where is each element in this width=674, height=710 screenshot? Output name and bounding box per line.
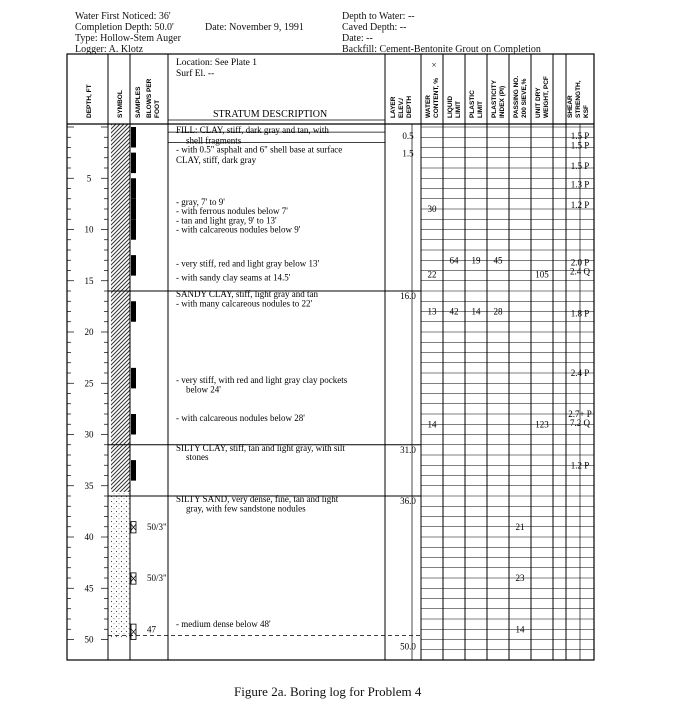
lab-value-p200: 14 — [515, 624, 525, 635]
layer-depth: 50.0 — [400, 641, 416, 652]
tube-sample — [131, 414, 136, 435]
col-header-water: CONTENT, % — [433, 77, 440, 118]
col-header-pi: INDEX (PI) — [499, 85, 506, 118]
col-header-ll: LIMIT — [455, 101, 462, 118]
stratum-description: - medium dense below 48' — [176, 619, 271, 630]
symbol-clay-fill — [111, 124, 130, 492]
blow-count: 50/3" — [147, 521, 167, 532]
stratum-description: CLAY, stiff, dark gray — [176, 154, 257, 165]
stratum-description: - with ferrous nodules below 7' — [176, 206, 288, 217]
stratum-description: SILTY CLAY, stiff, tan and light gray, with silt — [176, 442, 345, 453]
tube-sample — [131, 178, 136, 199]
col-header-pl: PLASTIC — [469, 90, 476, 118]
lab-value-wc: 30 — [427, 204, 437, 214]
blow-count: 50/3" — [147, 573, 167, 583]
shear-strength: 1.8 P — [570, 308, 590, 319]
lab-value-uw: 123 — [535, 419, 549, 430]
depth-label: 5 — [86, 173, 92, 184]
tube-sample — [131, 255, 136, 276]
col-header-p200: PASSING NO. — [513, 75, 520, 118]
shear-strength: 1.3 P — [570, 179, 590, 190]
stratum-description: stones — [186, 452, 209, 463]
tube-sample — [131, 301, 136, 322]
stratum-description: gray, with few sandstone nodules — [186, 503, 306, 514]
col-header-unit-weight: UNIT DRY — [535, 87, 542, 118]
layer-depth: 1.5 — [402, 148, 414, 159]
shear-strength: 1.2 P — [570, 199, 590, 210]
stratum-description: SILTY SAND, very dense, fine, tan and light — [176, 494, 339, 505]
lab-value-uw: 105 — [535, 269, 549, 280]
col-header-layer: LAYER — [390, 96, 397, 118]
col-header-pl: LIMIT — [477, 101, 484, 118]
depth-ticks-layer — [67, 127, 108, 645]
lab-value-wc: 13 — [427, 306, 437, 317]
stratum-description: - very stiff, with red and light gray clay pockets — [176, 375, 348, 386]
shear-strength: 1.5 P — [570, 160, 590, 171]
lab-value-pi: 28 — [493, 306, 503, 317]
stratum-description: SANDY CLAY, stiff, light gray and tan — [176, 289, 319, 300]
shear-strength: 1.5 P — [570, 131, 590, 142]
lab-value-p200: 21 — [515, 521, 525, 532]
tube-sample — [131, 153, 136, 174]
shear-strength: 2.4 Q — [570, 266, 590, 277]
lab-value-pi: 45 — [493, 255, 503, 266]
col-header-shear: KSF — [583, 105, 590, 118]
boring-type: Type: Hollow-Stem Auger — [75, 33, 181, 44]
tube-sample — [131, 368, 136, 389]
col-header-layer: DEPTH — [406, 95, 413, 118]
tube-sample — [131, 127, 136, 148]
shear-strength: 2.0 P — [570, 257, 590, 268]
col-header-unit-weight: WEIGHT, PCF — [543, 76, 550, 118]
lab-value-p200: 23 — [515, 573, 525, 583]
stratum-description: - gray, 7' to 9' — [176, 196, 225, 207]
caved-date: Date: -- — [342, 33, 373, 44]
tube-sample — [131, 460, 136, 481]
layer-depth: 31.0 — [400, 444, 416, 455]
backfill: Backfill: Cement-Bentonite Grout on Completion — [342, 44, 541, 55]
completion-depth: Completion Depth: 50.0' — [75, 22, 174, 33]
blow-count: 47 — [147, 624, 156, 635]
depth-label: 35 — [84, 480, 94, 491]
col-header-ll: LIQUID — [447, 95, 454, 118]
stratum-description: - with calcareous nodules below 9' — [176, 224, 301, 235]
col-header-water: WATER — [425, 95, 432, 118]
water-first-noticed: Water First Noticed: 36' — [75, 11, 171, 22]
depth-label: 50 — [84, 634, 94, 645]
depth-to-water: Depth to Water: -- — [342, 11, 415, 22]
depth-label: 30 — [84, 429, 94, 440]
depth-label: 45 — [84, 583, 94, 594]
layer-depth: 0.5 — [402, 131, 414, 142]
lab-value-pl: 14 — [471, 306, 481, 317]
col-header-blows: FOOT — [154, 99, 161, 118]
grid-layer — [421, 127, 594, 660]
shear-strength: 7.2 Q — [570, 418, 590, 429]
lab-value-ll: 42 — [449, 306, 459, 317]
spoon-sample-mark — [131, 576, 136, 582]
location-label: Location: See Plate 1 — [176, 58, 257, 68]
col-header-shear: STRENGTH, — [575, 80, 582, 118]
stratum-description: shell fragments — [186, 135, 242, 146]
symbol-silty-sand-fill — [111, 492, 130, 638]
col-header-p200: 200 SIEVE,% — [521, 78, 528, 118]
shear-strength: 2.7+ P — [568, 409, 592, 419]
shear-strength: 1.2 P — [570, 460, 590, 471]
samples-layer — [131, 127, 136, 640]
caved-depth: Caved Depth: -- — [342, 22, 407, 33]
col-header-pi: PLASTICITY — [491, 80, 498, 118]
lab-value-ll: 64 — [449, 255, 459, 266]
boring-date: Date: November 9, 1991 — [205, 22, 304, 33]
tube-sample — [131, 219, 136, 240]
stratum-description: - tan and light gray, 9' to 13' — [176, 215, 277, 226]
lab-value-pl: 19 — [471, 255, 481, 266]
depth-label: 40 — [84, 532, 94, 542]
stratum-description: - with calcareous nodules below 28' — [176, 413, 305, 424]
shear-strength: 1.5 P — [570, 140, 590, 151]
depth-label: 20 — [84, 327, 94, 337]
descriptions-layer — [108, 125, 421, 635]
lab-value-wc: 22 — [427, 269, 437, 280]
tube-sample — [131, 199, 136, 220]
col-header-blows: BLOWS PER — [146, 78, 153, 118]
stratum-description-header: STRATUM DESCRIPTION — [213, 109, 328, 120]
depth-label: 25 — [84, 378, 94, 389]
logger: Logger: A. Klotz — [75, 44, 144, 55]
spoon-sample-mark — [131, 629, 136, 635]
figure-caption: Figure 2a. Boring log for Problem 4 — [234, 684, 422, 699]
stratum-description: FILL: CLAY, stiff, dark gray and tan, with — [176, 125, 329, 136]
spoon-sample-mark — [131, 524, 136, 530]
layer-depth: 16.0 — [400, 291, 416, 302]
depth-label: 15 — [84, 275, 94, 286]
col-header-samples: SAMPLES — [135, 86, 142, 118]
lab-value-wc: 14 — [427, 419, 437, 430]
stratum-description: - with 0.5" asphalt and 6" shell base at surface — [176, 144, 343, 155]
col-header-symbol: SYMBOL — [117, 90, 124, 118]
col-header-shear: SHEAR — [567, 95, 574, 118]
stratum-description: - with sandy clay seams at 14.5' — [176, 272, 291, 283]
stratum-description: - very stiff, red and light gray below 13' — [176, 258, 320, 269]
layer-depth: 36.0 — [400, 496, 416, 507]
shear-strength: 2.4 P — [570, 368, 590, 378]
depth-label: 10 — [84, 224, 94, 235]
stratum-description: below 24' — [186, 384, 221, 395]
stratum-description: - with many calcareous nodules to 22' — [176, 298, 313, 309]
col-header-depth: DEPTH, FT — [86, 84, 93, 118]
water-x-mark: × — [431, 60, 437, 70]
col-header-layer: ELEV./ — [398, 98, 405, 118]
surface-elevation: Surf El. -- — [176, 69, 215, 79]
